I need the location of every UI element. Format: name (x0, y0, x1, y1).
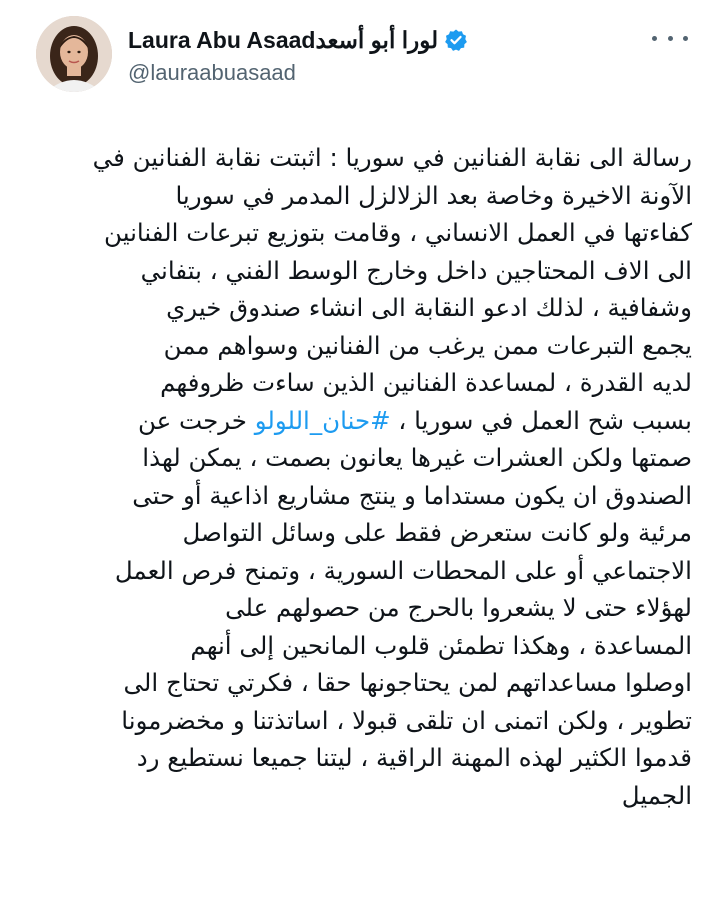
tweet-line: مرئية ولو كانت ستعرض فقط على وسائل التواصل (182, 518, 692, 547)
hashtag-link[interactable]: #حنان_اللولو (254, 405, 391, 435)
tweet-line: الآونة الاخيرة وخاصة بعد الزلالزل المدمر في سوريا (175, 180, 692, 210)
tweet-line: لهؤلاء حتى لا يشعروا بالحرج من حصولهم على (225, 593, 692, 622)
verified-badge-icon (444, 28, 468, 52)
tweet-line: رسالة الى نقابة الفنانين في سوريا : اثبتت نقابة الفنانين في (92, 143, 692, 172)
tweet-line: قدموا الكثير لهذه المهنة الراقية ، ليتنا جميعا نستطيع رد (136, 743, 692, 772)
tweet-text (30, 139, 692, 814)
tweet-line: صمتها ولكن العشرات غيرها يعانون بصمت ، يمكن لهذا (142, 443, 692, 472)
tweet-line: تطوير ، ولكن اتمنى ان تلقى قبولا ، اساتذتنا و مخضرمونا (121, 705, 692, 735)
tweet-line: لديه القدرة ، لمساعدة الفنانين الذين ساءت ظروفهم (160, 368, 692, 397)
tweet-text-segment: خرجت عن (137, 405, 255, 435)
avatar[interactable] (36, 16, 112, 92)
avatar-image (36, 16, 112, 92)
tweet-line: المساعدة ، وهكذا تطمئن قلوب المانحين إلى أنهم (190, 630, 692, 660)
tweet-line: الاجتماعي أو على المحطات السورية ، وتمنح فرص العمل (114, 555, 692, 585)
more-dot (652, 36, 657, 41)
handle[interactable]: @lauraabuasaad (128, 60, 296, 85)
tweet-line-with-hashtag (30, 402, 692, 440)
display-name-row (128, 22, 468, 58)
tweet-line: الى الاف المحتاجين داخل وخارج الوسط الفني ، بتفاني (140, 255, 692, 285)
tweet-text-segment: بسبب شح العمل في سوريا ، (390, 405, 692, 435)
tweet-header (0, 0, 720, 110)
more-options-icon[interactable] (652, 26, 688, 50)
display-name[interactable]: Laura Abu Asaadلورا أبو أسعد (128, 26, 439, 53)
tweet-line: الصندوق ان يكون مستداما و ينتج مشاريع اذاعية أو حتى (132, 480, 692, 510)
more-dot (683, 36, 688, 41)
tweet-line: الجميل (621, 780, 692, 810)
tweet-line: اوصلوا مساعداتهم لمن يحتاجونها حقا ، فكرتي تحتاج الى (123, 668, 692, 697)
more-dot (668, 36, 673, 41)
tweet-line: كفاءتها في العمل الانساني ، وقامت بتوزيع تبرعات الفنانين (104, 218, 692, 247)
tweet-line: يجمع التبرعات ممن يرغب من الفنانين وسواهم ممن (163, 330, 692, 360)
tweet-line: وشفافية ، لذلك ادعو النقابة الى انشاء صندوق خيري (166, 293, 692, 322)
